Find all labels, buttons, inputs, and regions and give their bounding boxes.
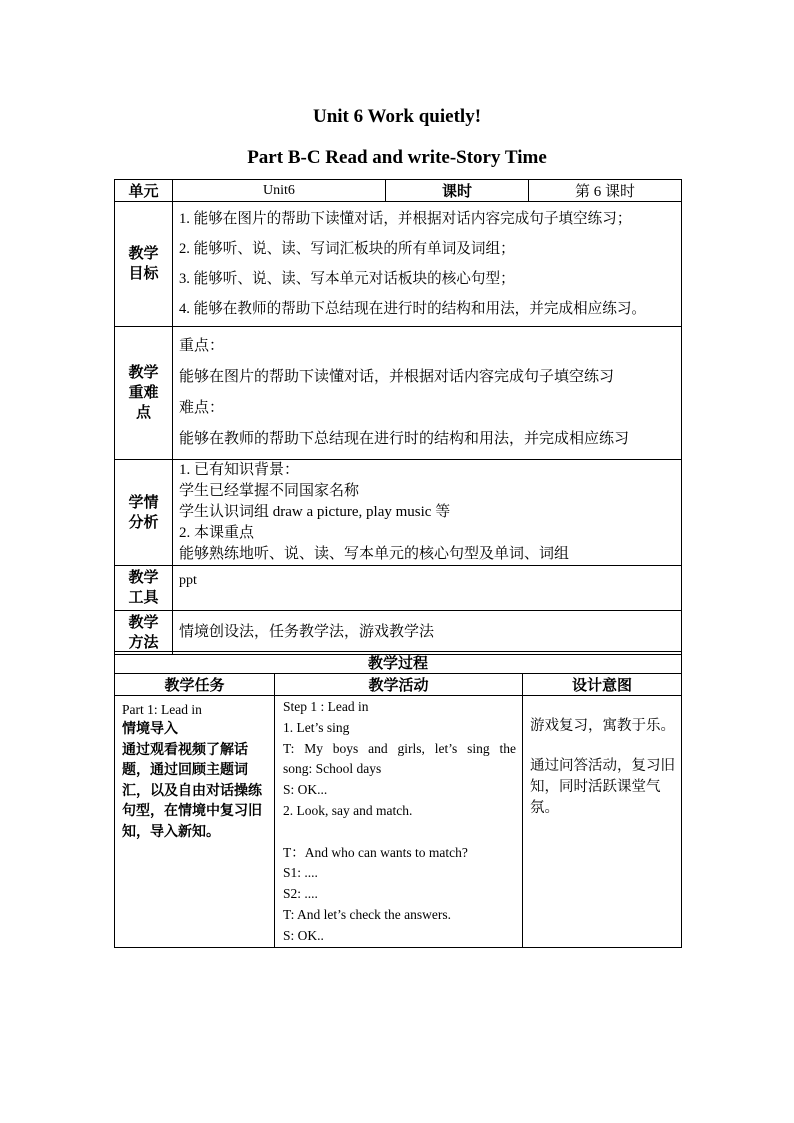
- intent-line: 通过问答活动，复习旧知，同时活跃课堂气氛。: [530, 758, 675, 816]
- tools-content: [173, 566, 682, 611]
- activity-line: S: OK..: [283, 927, 324, 943]
- learner-line: 2. 本课重点: [179, 525, 255, 541]
- methods-label-text: 教学 方法: [128, 614, 159, 651]
- period-label: 课时: [386, 180, 529, 202]
- intent-cell: [523, 696, 682, 948]
- learner-line: 学生已经掌握不同国家名称: [179, 483, 360, 499]
- period-value: 第 6 课时: [529, 180, 682, 202]
- activity-line: 2. Look, say and match.: [283, 802, 413, 818]
- activity-line: T：And who can wants to match?: [283, 844, 468, 860]
- unit-value: Unit6: [173, 180, 386, 202]
- document-title: Unit 6 Work quietly!: [312, 106, 482, 127]
- methods-value: 情境创设法，任务教学法，游戏教学法: [179, 624, 435, 640]
- tools-label: [115, 566, 173, 611]
- unit-label: 单元: [115, 180, 173, 202]
- key-points-content: [173, 327, 682, 460]
- learner-content: [173, 460, 682, 566]
- goal-item: 4. 能够在教师的帮助下总结现在进行时的结构和用法，并完成相应练习。: [179, 301, 647, 317]
- learner-label-text: 学情 分析: [128, 494, 159, 531]
- key-points-label-text: 教学 重难 点: [128, 365, 159, 421]
- activity-cell: [275, 696, 523, 948]
- activity-line: T: And let’s check the answers.: [283, 906, 452, 922]
- key-point-line: 重点：: [179, 338, 225, 354]
- task-cell: [115, 696, 275, 948]
- goal-item: 1. 能够在图片的帮助下读懂对话，并根据对话内容完成句子填空练习；: [179, 211, 632, 227]
- teaching-process-table: [114, 651, 682, 948]
- tools-label-text: 教学 工具: [128, 570, 159, 606]
- col-task-header: 教学任务: [115, 674, 275, 696]
- task-description: 通过观看视频了解话题，通过回顾主题词汇，以及自由对话操练句型，在情境中复习旧知，导入新知。: [122, 742, 262, 840]
- lesson-info-table: [114, 179, 682, 655]
- intent-line: 游戏复习，寓教于乐。: [530, 718, 675, 734]
- learner-line: 学生认识词组 draw a picture, play music 等: [179, 504, 451, 520]
- col-activity-header: 教学活动: [275, 674, 523, 696]
- methods-label: [115, 611, 173, 655]
- activity-line: S: OK...: [283, 782, 328, 798]
- activity-line: song: School days: [283, 761, 382, 777]
- col-intent-header: 设计意图: [523, 674, 682, 696]
- key-point-line: 能够在教师的帮助下总结现在进行时的结构和用法，并完成相应练习: [179, 431, 630, 447]
- activity-step: Step 1 : Lead in: [283, 699, 369, 714]
- learner-line: 1. 已有知识背景：: [179, 462, 300, 478]
- activity-line: S1: ....: [283, 865, 318, 881]
- key-points-label: [115, 327, 173, 460]
- document-subtitle: Part B-C Read and write-Story Time: [247, 147, 547, 168]
- task-part: Part 1: Lead in: [122, 702, 202, 717]
- goals-label: [115, 202, 173, 327]
- activity-line: T: My boys and girls, let’s sing the: [283, 740, 516, 756]
- activity-line: 1. Let’s sing: [283, 719, 350, 735]
- goal-item: 2. 能够听、说、读、写词汇板块的所有单词及词组；: [179, 241, 515, 257]
- activity-line: S2: ....: [283, 886, 318, 902]
- learner-line: 能够熟练地听、说、读、写本单元的核心句型及单词、词组: [179, 546, 570, 562]
- goal-item: 3. 能够听、说、读、写本单元对话板块的核心句型；: [179, 271, 515, 287]
- task-heading: 情境导入: [122, 722, 178, 737]
- process-title: 教学过程: [115, 652, 682, 674]
- methods-content: [173, 611, 682, 655]
- tools-value: ppt: [179, 573, 197, 588]
- key-point-line: 难点：: [179, 400, 225, 416]
- learner-label: [115, 460, 173, 566]
- goals-content: [173, 202, 682, 327]
- key-point-line: 能够在图片的帮助下读懂对话，并根据对话内容完成句子填空练习: [179, 369, 615, 385]
- goals-label-text: 教学 目标: [128, 246, 159, 282]
